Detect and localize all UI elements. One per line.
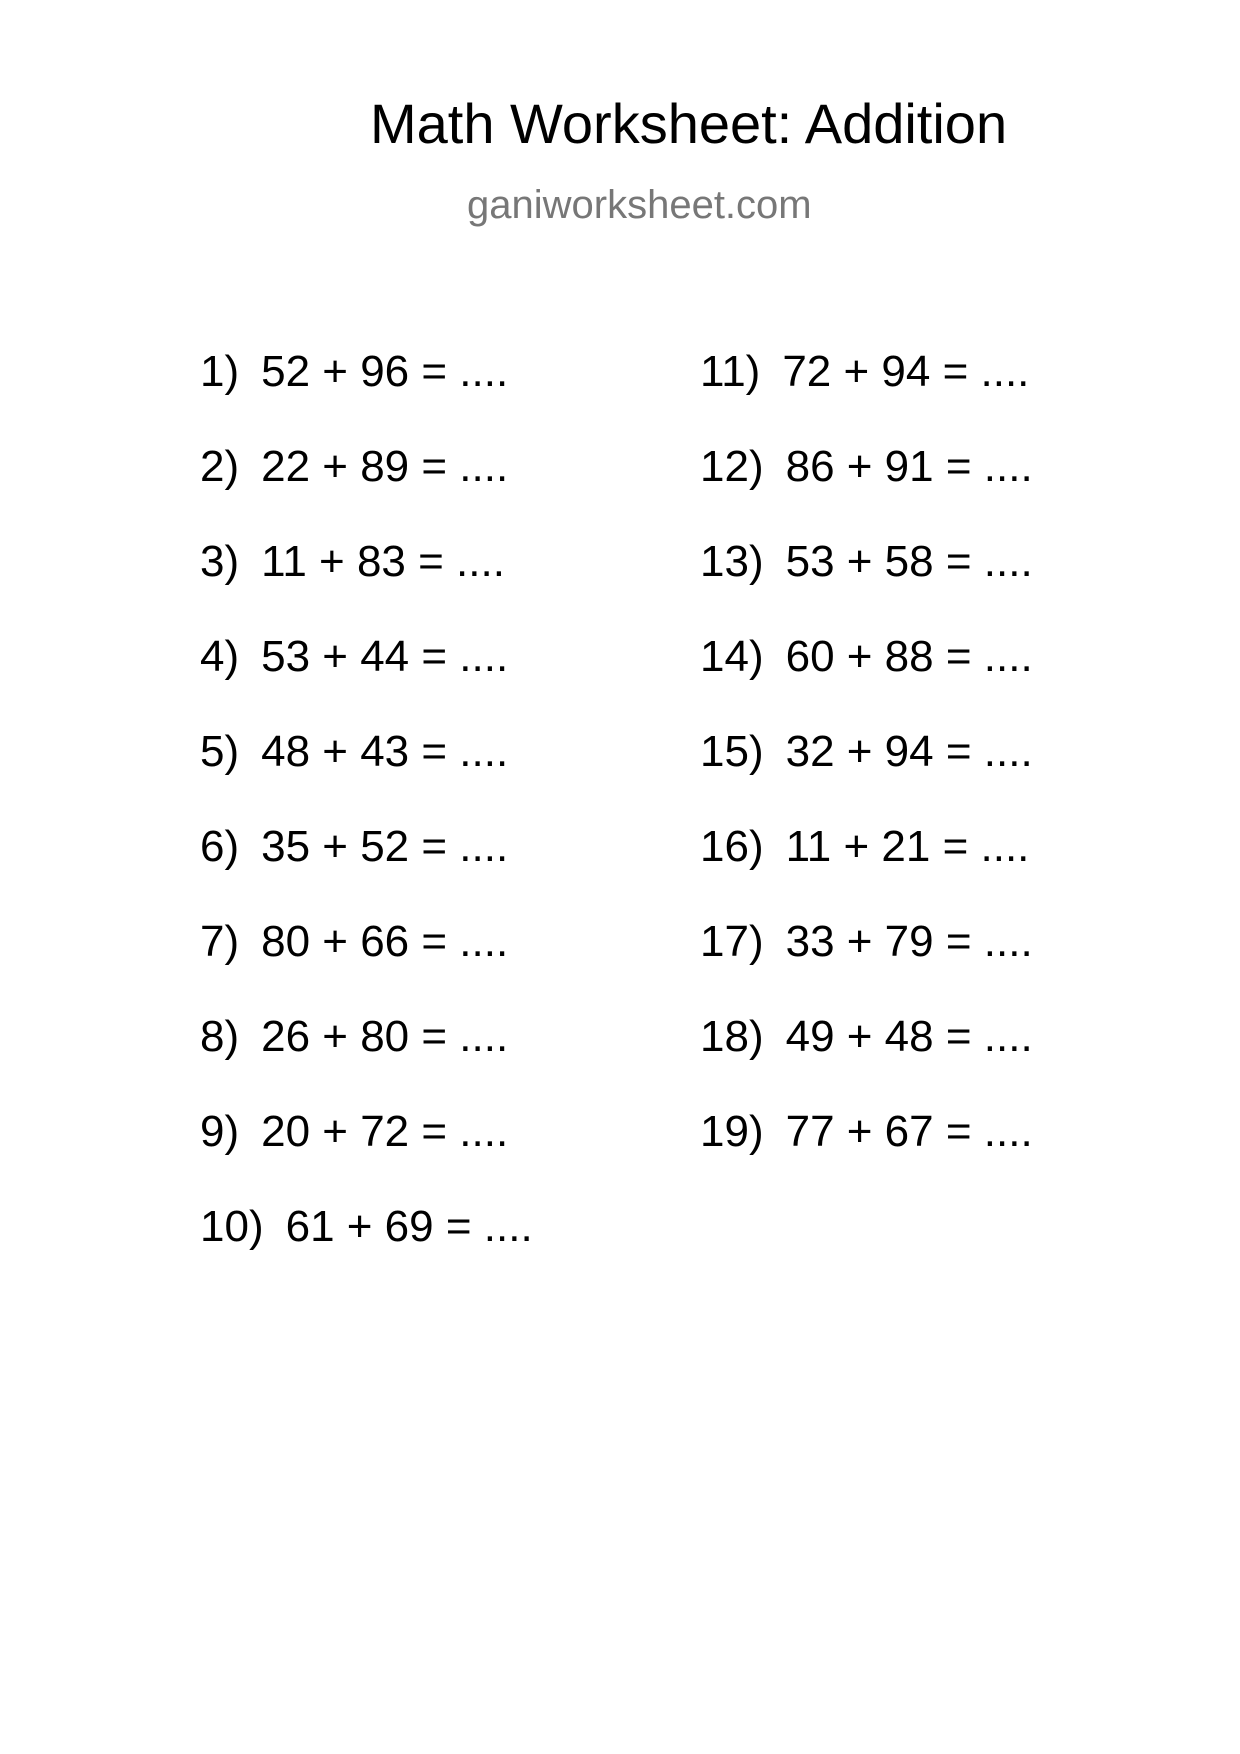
problem-number: 19) [700,1107,764,1156]
problem-expression: 80 + 66 = .... [261,917,509,966]
problem-number: 3) [200,537,240,586]
problem-item [200,1107,533,1205]
problem-item [700,1012,1033,1110]
problem-expression: 52 + 96 = .... [261,347,509,396]
problem-number: 15) [700,727,764,776]
problem-expression: 53 + 58 = .... [785,537,1033,586]
problem-list-left [200,347,533,1300]
problem-expression: 22 + 89 = .... [261,442,509,491]
problem-number: 1) [200,347,240,396]
problem-expression: 86 + 91 = .... [785,442,1033,491]
problem-expression: 49 + 48 = .... [785,1012,1033,1061]
problem-expression: 32 + 94 = .... [785,727,1033,776]
worksheet-title: Math Worksheet: Addition [370,92,1008,155]
problem-expression: 11 + 21 = .... [785,822,1030,871]
problem-expression: 35 + 52 = .... [261,822,509,871]
problem-expression: 48 + 43 = .... [261,727,509,776]
problem-item [700,347,1033,445]
problem-item [700,442,1033,540]
problem-expression: 26 + 80 = .... [261,1012,509,1061]
problem-item [200,822,533,920]
problem-item [200,1012,533,1110]
problem-number: 10) [200,1202,264,1251]
problem-item [200,442,533,540]
problem-number: 9) [200,1107,240,1156]
problem-number: 16) [700,822,764,871]
problem-item [700,1107,1033,1205]
problem-number: 4) [200,632,240,681]
website-name: ganiworksheet.com [467,183,812,227]
problem-number: 18) [700,1012,764,1061]
problem-item [200,537,533,635]
problem-list-right [700,347,1033,1205]
problem-item [700,537,1033,635]
problem-expression: 11 + 83 = .... [261,537,505,586]
problem-expression: 77 + 67 = .... [785,1107,1033,1156]
problem-number: 11) [700,347,761,396]
problem-expression: 60 + 88 = .... [785,632,1033,681]
problem-number: 8) [200,1012,240,1061]
problem-expression: 72 + 94 = .... [782,347,1030,396]
problem-item [200,632,533,730]
problem-item [700,632,1033,730]
problem-number: 13) [700,537,764,586]
problem-number: 17) [700,917,764,966]
problem-item [200,1202,533,1300]
problem-expression: 61 + 69 = .... [285,1202,533,1251]
problem-number: 5) [200,727,240,776]
problem-item [200,347,533,445]
problem-item [700,727,1033,825]
problem-expression: 53 + 44 = .... [261,632,509,681]
problem-number: 12) [700,442,764,491]
problem-number: 2) [200,442,240,491]
problem-number: 14) [700,632,764,681]
problem-item [200,917,533,1015]
problem-item [700,822,1033,920]
problem-item [700,917,1033,1015]
problem-expression: 20 + 72 = .... [261,1107,509,1156]
problem-number: 6) [200,822,240,871]
problem-expression: 33 + 79 = .... [785,917,1033,966]
problem-item [200,727,533,825]
problem-number: 7) [200,917,240,966]
